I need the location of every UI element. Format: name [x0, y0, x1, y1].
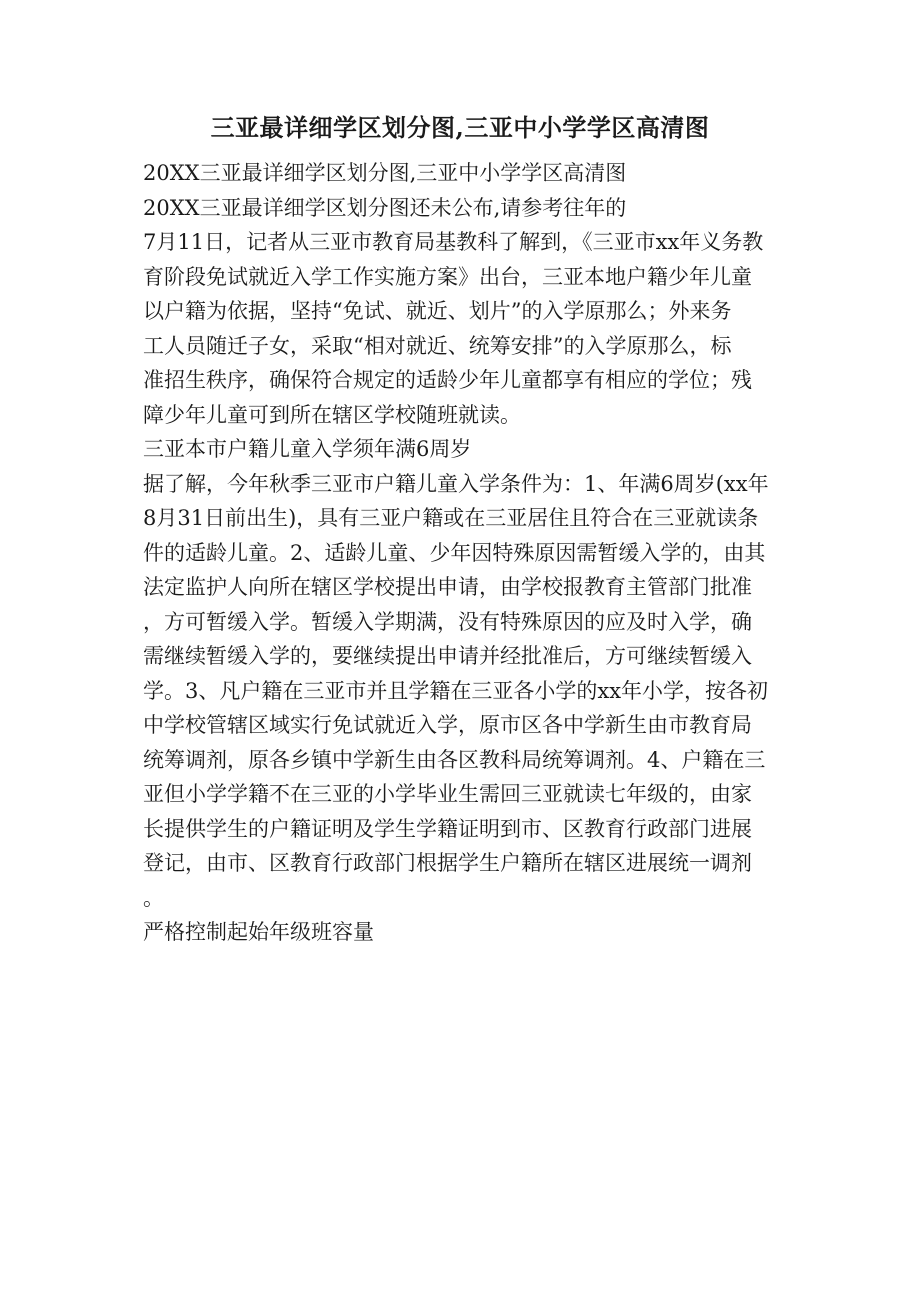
body-line: 20XX三亚最详细学区划分图还未公布,请参考往年的 [143, 195, 627, 220]
body-line: 中学校管辖区域实行免试就近入学，原市区各中学新生由市教育局 [143, 713, 752, 737]
body-line: 障少年儿童可到所在辖区学校随班就读。 [143, 402, 521, 427]
body-line: 工人员随迁子女，采取“相对就近、统筹安排”的入学原那么，标 [143, 333, 732, 358]
body-line: 件的适龄儿童。2、适龄儿童、少年因特殊原因需暂缓入学的，由其 [143, 540, 766, 565]
body-line: 育阶段免试就近入学工作实施方案》出台，三亚本地户籍少年儿童 [143, 264, 752, 289]
document-body [143, 156, 783, 950]
body-line: 法定监护人向所在辖区学校提出申请，由学校报教育主管部门批准 [143, 575, 752, 599]
body-line: 7月11日，记者从三亚市教育局基教科了解到，《三亚市xx年义务教 [143, 230, 764, 254]
body-line: 需继续暂缓入学的，要继续提出申请并经批准后，方可继续暂缓入 [143, 644, 752, 668]
body-line: ，方可暂缓入学。暂缓入学期满，没有特殊原因的应及时入学，确 [143, 609, 752, 634]
body-line: 统筹调剂，原各乡镇中学新生由各区教科局统筹调剂。4、户籍在三 [143, 747, 766, 772]
body-line: 长提供学生的户籍证明及学生学籍证明到市、区教育行政部门进展 [143, 816, 752, 841]
document-title: 三亚最详细学区划分图,三亚中小学学区高清图 [210, 113, 710, 142]
body-line: 学。3、凡户籍在三亚市并且学籍在三亚各小学的xx年小学，按各初 [143, 678, 769, 703]
body-line: 亚但小学学籍不在三亚的小学毕业生需回三亚就读七年级的，由家 [143, 782, 752, 806]
body-line: 严格控制起始年级班容量 [143, 920, 374, 944]
body-line: 8月31日前出生)，具有三亚户籍或在三亚居住且符合在三亚就读条 [143, 506, 759, 530]
body-line: 据了解，今年秋季三亚市户籍儿童入学条件为：1、年满6周岁(xx年 [143, 471, 769, 496]
body-line: 登记，由市、区教育行政部门根据学生户籍所在辖区进展统一调剂 [143, 851, 752, 875]
body-line: 以户籍为依据，坚持“免试、就近、划片”的入学原那么；外来务 [143, 299, 732, 323]
body-line: 三亚本市户籍儿童入学须年满6周岁 [143, 437, 472, 461]
body-line: 20XX三亚最详细学区划分图,三亚中小学学区高清图 [143, 161, 627, 185]
body-line: 。 [143, 885, 164, 910]
body-line: 准招生秩序，确保符合规定的适龄少年儿童都享有相应的学位；残 [143, 368, 752, 392]
